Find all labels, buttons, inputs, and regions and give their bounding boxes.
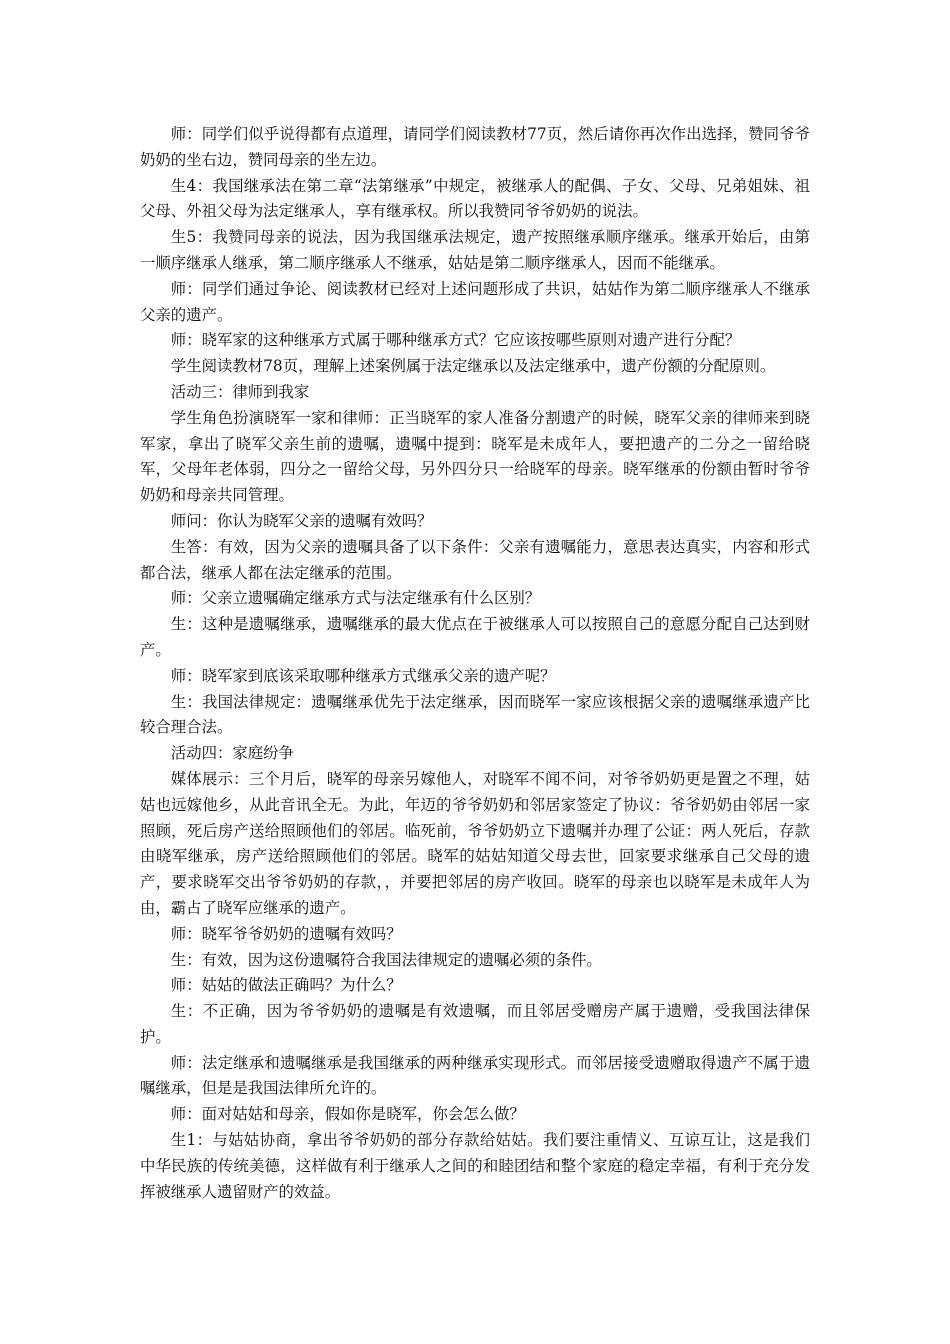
paragraph-student4: 生4：我国继承法在第二章“法第继承”中规定，被继承人的配偶、子女、父母、兄弟姐妹、祖父母、外祖父母为法定继承人，享有继承权。所以我赞同爷爷奶奶的说法。	[140, 176, 810, 221]
paragraph-teacher-ask-valid: 师问：你认为晓军父亲的遗嘱有效吗？	[170, 511, 433, 530]
paragraph-student-law-priority: 生：我国法律规定：遗嘱继承优先于法定继承，因而晓军一家应该根据父亲的遗嘱继承遗产比较合理合法。	[140, 692, 810, 737]
paragraph-role-play: 学生角色扮演晓军一家和律师：正当晓军的家人准备分割遗产的时候，晓军父亲的律师来到晓军家，拿出了晓军父亲生前的遗嘱，遗嘱中提到：晓军是未成年人，要把遗产的二分之一留给晓军，父母年老体弱，四分之一留给父母，另外四分只一给晓军的母亲。晓军继承的份额由暂时爷爷奶奶和母亲共同管理。	[140, 408, 810, 505]
paragraph-student1-negotiate: 生1：与姑姑协商，拿出爷爷奶奶的部分存款给姑姑。我们要注重情义、互谅互让，这是我们中华民族的传统美德，这样做有利于继承人之间的和睦团结和整个家庭的稳定幸福，有利于充分发挥被继承人遗留财产的效益。	[140, 1131, 810, 1201]
paragraph-teacher-grandparents-will: 师：晓军爷爷奶奶的遗嘱有效吗？	[170, 924, 402, 943]
paragraph-teacher-difference: 师：父亲立遗嘱确定继承方式与法定继承有什么区别？	[170, 589, 541, 608]
paragraph-teacher-consensus: 师：同学们通过争论、阅读教材已经对上述问题形成了共识，姑姑作为第二顺序继承人不继承父亲的遗产。	[140, 279, 810, 324]
paragraph-teacher-reading-choice: 师：同学们似乎说得都有点道理，请同学们阅读教材77页，然后请你再次作出选择，赞同爷爷奶奶的坐右边，赞同母亲的坐左边。	[140, 125, 810, 169]
paragraph-teacher-which-method: 师：晓军家到底该采取哪种继承方式继承父亲的遗产呢？	[170, 666, 556, 685]
paragraph-teacher-what-would-you-do: 师：面对姑姑和母亲，假如你是晓军，你会怎么做？	[170, 1105, 525, 1124]
activity-four-heading: 活动四：家庭纷争	[170, 744, 294, 763]
paragraph-teacher-question-method: 师：晓军家的这种继承方式属于哪种继承方式？它应该按哪些原则对遗产进行分配？	[170, 331, 741, 350]
paragraph-teacher-aunt: 师：姑姑的做法正确吗？为什么？	[170, 976, 402, 995]
paragraph-student-incorrect: 生：不正确，因为爷爷奶奶的遗嘱是有效遗嘱，而且邻居受赠房产属于遗赠，受我国法律保护。	[140, 1002, 810, 1046]
paragraph-teacher-two-forms: 师：法定继承和遗嘱继承是我国继承的两种继承实现形式。而邻居接受遗赠取得遗产不属于遗嘱继承，但是是我国法律所允许的。	[140, 1053, 810, 1098]
paragraph-student5: 生5：我赞同母亲的说法，因为我国继承法规定，遗产按照继承顺序继承。继承开始后，由第一顺序继承人继承，第二顺序继承人不继承，姑姑是第二顺序继承人，因而不能继承。	[140, 228, 810, 272]
document-body	[140, 122, 810, 1205]
paragraph-student-will-inheritance: 生：这种是遗嘱继承，遗嘱继承的最大优点在于被继承人可以按照自己的意愿分配自己达到财产。	[140, 615, 810, 659]
paragraph-student-answer-valid: 生答：有效，因为父亲的遗嘱具备了以下条件：父亲有遗嘱能力，意思表达真实，内容和形式都合法，继承人都在法定继承的范围。	[140, 537, 810, 582]
paragraph-media-display: 媒体展示：三个月后，晓军的母亲另嫁他人，对晓军不闻不问，对爷爷奶奶更是置之不理，姑姑也远嫁他乡，从此音讯全无。为此，年迈的爷爷奶奶和邻居家签定了协议：爷爷奶奶由邻居一家照顾，死后房产送给照顾他们的邻居。临死前，爷爷奶奶立下遗嘱并办理了公证：两人死后，存款由晓军继承，房产送给照顾他们的邻居。晓军的姑姑知道父母去世，回家要求继承自己父母的遗产，要求晓军交出爷爷奶奶的存款，，并要把邻居的房产收回。晓军的母亲也以晓军是未成年人为由，霸占了晓军应继承的遗产。	[140, 769, 810, 917]
activity-three-heading: 活动三：律师到我家	[170, 382, 310, 401]
paragraph-student-valid-will: 生：有效，因为这份遗嘱符合我国法律规定的遗嘱必须的条件。	[170, 950, 602, 969]
paragraph-students-read: 学生阅读教材78页，理解上述案例属于法定继承以及法定继承中，遗产份额的分配原则。	[170, 357, 776, 376]
